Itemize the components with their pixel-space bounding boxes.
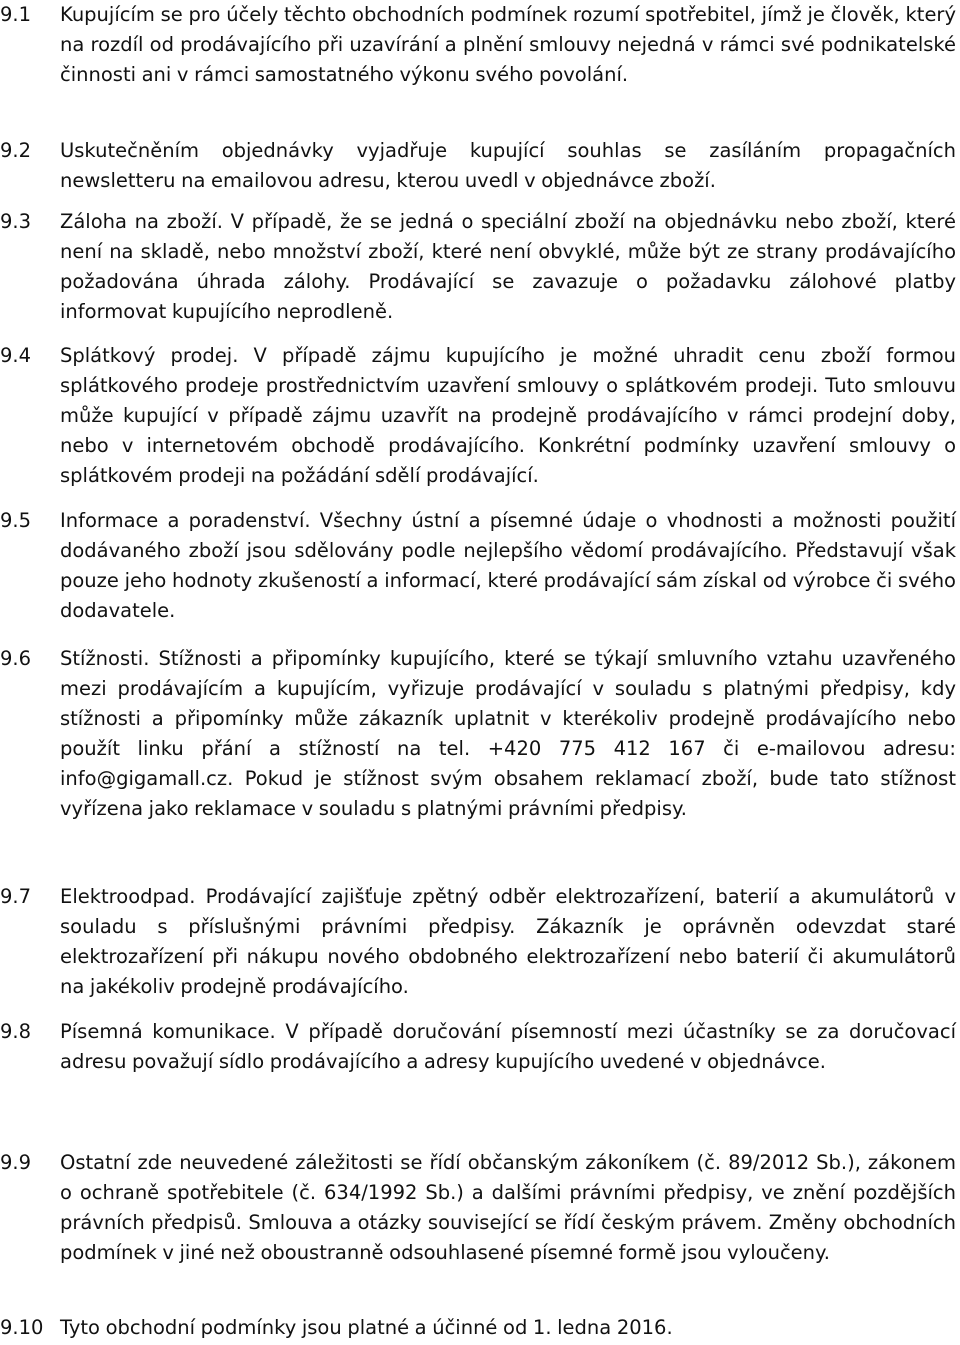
- section-number: 9.6: [0, 647, 32, 670]
- section-number: 9.10: [0, 1316, 44, 1339]
- section-number: 9.1: [0, 3, 32, 26]
- section-text: Písemná komunikace. V případě doručování písemností mezi účastníky se za doručovací adresu považují sídlo prodávajícího a adresy kupujícího uvedené v objednávce.: [60, 1020, 956, 1073]
- section-number: 9.2: [0, 139, 32, 162]
- section-number: 9.7: [0, 885, 32, 908]
- section-text: Uskutečněním objednávky vyjadřuje kupující souhlas se zasíláním propagačních newsletteru na emailovou adresu, kterou uvedl v objednávce zboží.: [60, 139, 956, 192]
- section-number: 9.9: [0, 1151, 32, 1174]
- section-number: 9.5: [0, 509, 32, 532]
- section-text: Informace a poradenství. Všechny ústní a písemné údaje o vhodnosti a možnosti použití dodávaného zboží jsou sdělovány podle nejlepšího vědomí prodávajícího. Představují však pouze jeho hodnoty zkušeností a informací, které prodávající sám získal od výrobce či svého dodavatele.: [60, 509, 956, 622]
- section-text: Kupujícím se pro účely těchto obchodních podmínek rozumí spotřebitel, jímž je člověk, který na rozdíl od prodávajícího při uzavírání a plnění smlouvy nejedná v rámci své podnikatelské činnosti ani v rámci samostatného výkonu svého povolání.: [60, 3, 956, 86]
- section-text: Elektroodpad. Prodávající zajišťuje zpětný odběr elektrozařízení, baterií a akumulátorů v souladu s příslušnými právními předpisy. Zákazník je oprávněn odevzdat staré elektrozařízení při nákupu nového obdobného elektrozařízení nebo baterií či akumulátorů na jakékoliv prodejně prodávajícího.: [60, 885, 956, 998]
- section-number: 9.8: [0, 1020, 32, 1043]
- section-text: Stížnosti. Stížnosti a připomínky kupujícího, které se týkají smluvního vztahu uzavřeného mezi prodávajícím a kupujícím, vyřizuje prodávající v souladu s platnými předpisy, kdy stížnosti a připomínky může zákazník uplatnit v kterékoliv prodejně prodávajícího nebo použít linku přání a stížností na tel. +420 775 412 167 či e-mailovou adresu: info@gigamall.cz. Pokud je stížnost svým obsahem reklamací zboží, bude tato stížnost vyřízena jako reklamace v souladu s platnými právními předpisy.: [60, 647, 956, 820]
- section-number: 9.3: [0, 210, 32, 233]
- section-text: Tyto obchodní podmínky jsou platné a účinné od 1. ledna 2016.: [60, 1316, 673, 1339]
- section-text: Záloha na zboží. V případě, že se jedná o speciální zboží na objednávku nebo zboží, které není na skladě, nebo množství zboží, které není obvyklé, může být ze strany prodávajícího požadována úhrada zálohy. Prodávající se zavazuje o požadavku zálohové platby informovat kupujícího neprodleně.: [60, 210, 956, 323]
- section-number: 9.4: [0, 344, 32, 367]
- section-text: Splátkový prodej. V případě zájmu kupujícího je možné uhradit cenu zboží formou splátkového prodeje prostřednictvím uzavření smlouvy o splátkovém prodeji. Tuto smlouvu může kupující v případě zájmu uzavřít na prodejně prodávajícího v rámci prodejní doby, nebo v internetovém obchodě prodávajícího. Konkrétní podmínky uzavření smlouvy o splátkovém prodeji na požádání sdělí prodávající.: [60, 344, 956, 487]
- section-text: Ostatní zde neuvedené záležitosti se řídí občanským zákoníkem (č. 89/2012 Sb.), zákonem o ochraně spotřebitele (č. 634/1992 Sb.) a dalšími právními předpisy, ve znění pozdějších právních předpisů. Smlouva a otázky související se řídí českým právem. Změny obchodních podmínek v jiné než oboustranně odsouhlasené písemné formě jsou vyloučeny.: [60, 1151, 956, 1264]
